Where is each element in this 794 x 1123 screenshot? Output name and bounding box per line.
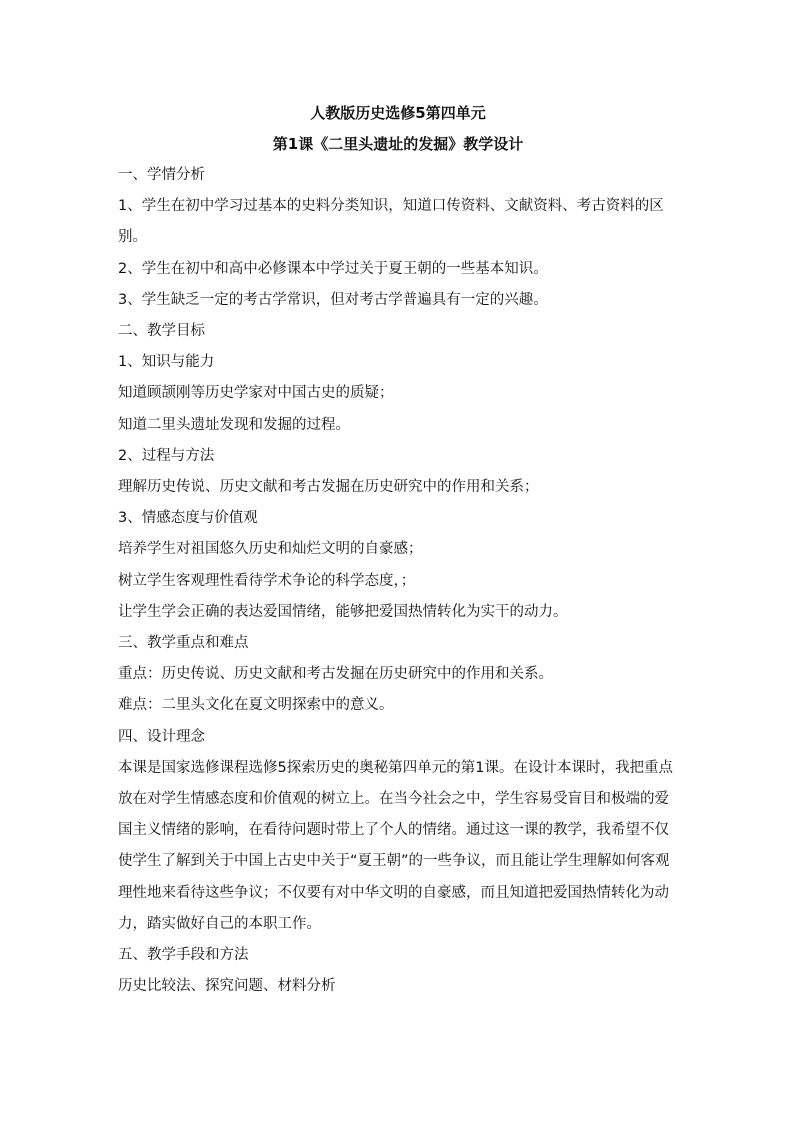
subheading-process: 2、过程与方法	[118, 447, 215, 464]
paragraph-key-point: 重点：历史传说、历史文献和考古发掘在历史研究中的作用和关系。	[118, 666, 553, 683]
section-heading-design-concept: 四、设计理念	[118, 728, 205, 745]
subheading-values: 3、情感态度与价值观	[118, 510, 258, 527]
paragraph-process-1: 理解历史传说、历史文献和考古发掘在历史研究中的作用和关系；	[118, 479, 539, 496]
paragraph-learner-1: 1、学生在初中学习过基本的史料分类知识，知道口传资料、文献资料、考古资料的区别。	[118, 198, 664, 246]
paragraph-difficult-point: 难点：二里头文化在夏文明探索中的意义。	[118, 697, 394, 714]
paragraph-knowledge-1: 知道顾颉刚等历史学家对中国古史的质疑；	[118, 385, 394, 402]
paragraph-methods: 历史比较法、探究问题、材料分析	[118, 978, 336, 995]
paragraph-learner-3: 3、学生缺乏一定的考古学常识，但对考古学普遍具有一定的兴趣。	[118, 291, 548, 308]
paragraph-values-2: 树立学生客观理性看待学术争论的科学态度，；	[118, 572, 416, 589]
section-heading-objectives: 二、教学目标	[118, 323, 205, 340]
section-heading-key-points: 三、教学重点和难点	[118, 635, 249, 652]
section-heading-learner-analysis: 一、学情分析	[118, 167, 205, 183]
paragraph-values-1: 培养学生对祖国悠久历史和灿烂文明的自豪感；	[118, 541, 423, 558]
document-title: 人教版历史选修5第四单元	[310, 104, 486, 122]
paragraph-learner-2: 2、学生在初中和高中必修课本中学过关于夏王朝的一些基本知识。	[118, 260, 548, 277]
paragraph-design-concept: 本课是国家选修课程选修5探索历史的奥秘第四单元的第1课。在设计本课时，我把重点放在对学生情感态度和价值观的树立上。在当今社会之中，学生容易受盲目和极端的爱国主义情绪的影响，在看待问题时带上了个人的情绪。通过这一课的教学，我希望不仅使学生了解到关于中国上古史中关于“夏王朝”的一些争议，而且能让学生理解如何客观理性地来看待这些争议；不仅要有对中华文明的自豪感，而且知道把爱国热情转化为动力，踏实做好自己的本职工作。	[118, 759, 673, 932]
paragraph-knowledge-2: 知道二里头遗址发现和发掘的过程。	[118, 416, 350, 433]
section-heading-methods: 五、教学手段和方法	[118, 947, 249, 964]
subheading-knowledge: 1、知识与能力	[118, 354, 215, 371]
paragraph-values-3: 让学生学会正确的表达爱国情绪，能够把爱国热情转化为实干的动力。	[118, 603, 568, 620]
document-page	[118, 98, 678, 1002]
document-subtitle: 第1课《二里头遗址的发掘》教学设计	[272, 135, 524, 153]
